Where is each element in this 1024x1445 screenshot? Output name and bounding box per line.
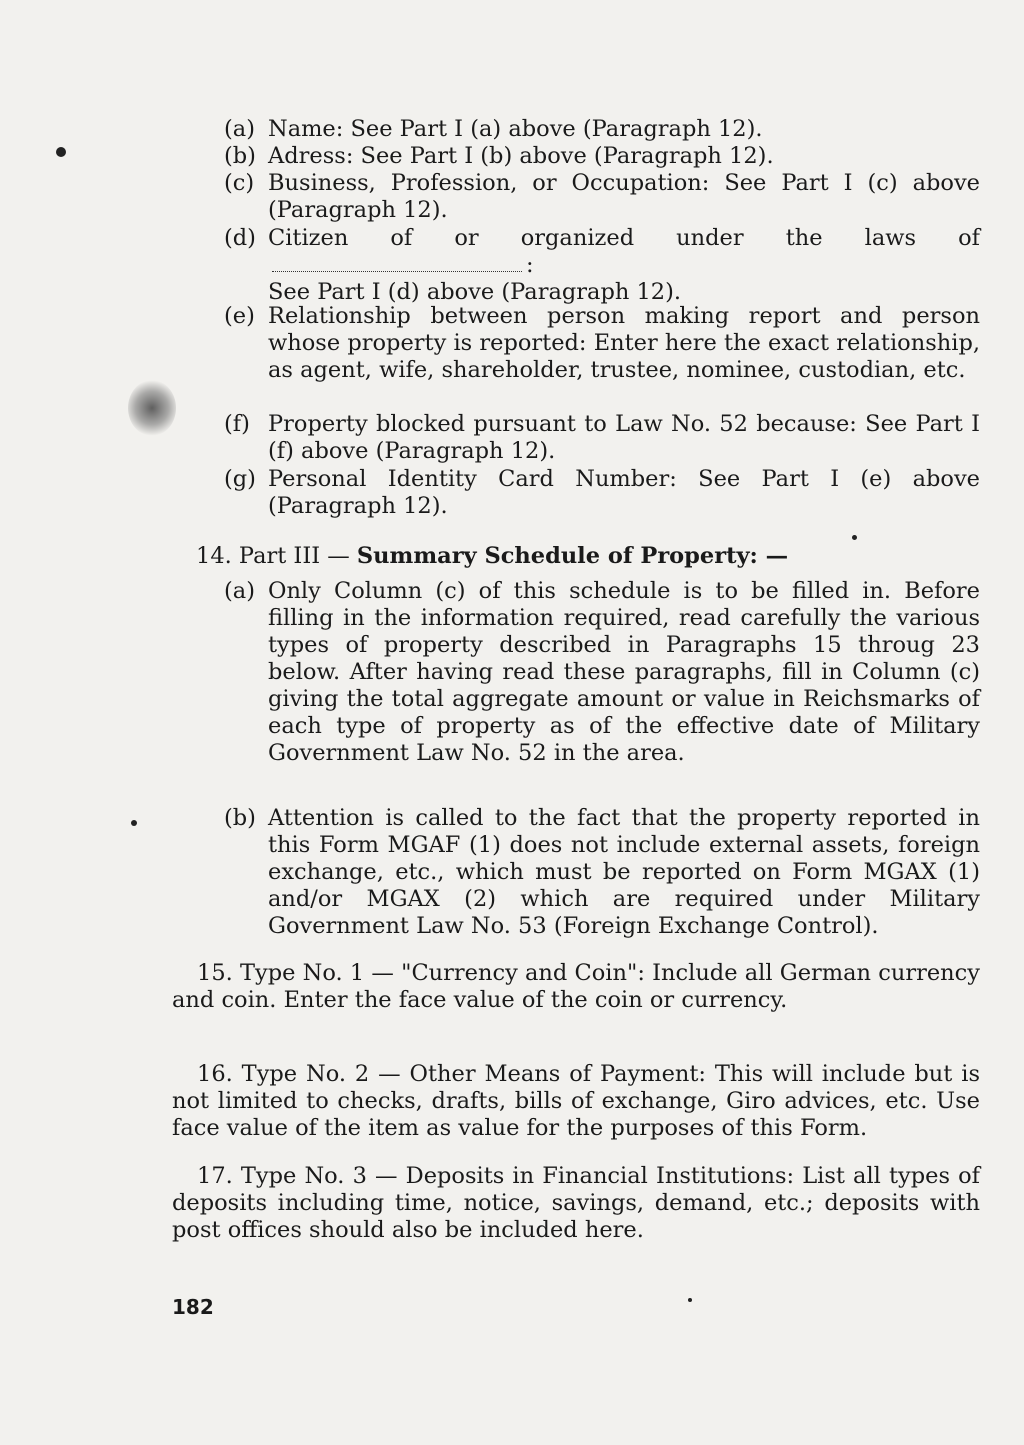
item-label: (g) [224, 466, 256, 492]
item-text: Attention is called to the fact that the property reported in this Form MGAF (1) does not include external assets, foreign exchange, etc., which must be reported on Form MGAX (1) and/or MGAX (2) which are required under Military Government Law No. 53 (Foreign Exchange Control). [268, 805, 980, 939]
item-label: (a) [224, 578, 255, 604]
item-label: (b) [224, 143, 256, 169]
item-label: (a) [224, 116, 255, 142]
page-number: 182 [172, 1295, 214, 1319]
item-text-after: : [526, 252, 534, 278]
item-text [268, 225, 980, 306]
ink-spot [56, 147, 66, 157]
paragraph-15: 15. Type No. 1 — "Currency and Coin": Include all German currency and coin. Enter the face value of the coin or currency. [172, 960, 980, 1013]
section-14-heading-prefix: 14. Part III — [196, 543, 350, 569]
section-14-heading-title: Summary Schedule of Property: — [356, 543, 789, 569]
paragraph-16: 16. Type No. 2 — Other Means of Payment: This will include but is not limited to checks, drafts, bills of exchange, Giro advices, etc. Use face value of the item as value for the purposes of this Form. [172, 1061, 980, 1141]
item-c [224, 170, 980, 224]
item-e [224, 303, 980, 384]
fill-in-line [272, 257, 522, 272]
item-text-before: Citizen of or organized under the laws of [268, 225, 980, 251]
section-14-item-a [224, 578, 980, 767]
item-text: Name: See Part I (a) above (Paragraph 12). [268, 116, 763, 142]
ink-spot [852, 535, 857, 540]
section-14-item-b [224, 805, 980, 940]
section-14-heading [196, 543, 788, 570]
item-a [224, 116, 980, 143]
item-label: (d) [224, 225, 256, 251]
item-label: (f) [224, 411, 250, 437]
ink-spot [688, 1298, 692, 1302]
item-text: Personal Identity Card Number: See Part I (e) above (Paragraph 12). [268, 466, 980, 519]
item-g [224, 466, 980, 520]
item-text: Business, Profession, or Occupation: See Part I (c) above (Paragraph 12). [268, 170, 980, 223]
item-text-line2: See Part I (d) above (Paragraph 12). [268, 279, 682, 305]
item-text: Relationship between person making report and person whose property is reported: Enter here the exact relationship, as agent, wife, shareholder, trustee, nominee, custodian, etc. [268, 303, 980, 383]
item-d [224, 225, 980, 306]
item-label: (b) [224, 805, 256, 831]
ink-spot [131, 820, 137, 826]
item-b [224, 143, 980, 170]
item-label: (e) [224, 303, 255, 329]
item-f [224, 411, 980, 465]
item-text: Only Column (c) of this schedule is to be filled in. Before filling in the information required, read carefully the various types of property described in Paragraphs 15 throug 23 below. After having read these paragraphs, fill in Column (c) giving the total aggregate amount or value in Reichsmarks of each type of property as of the effective date of Military Government Law No. 52 in the area. [268, 578, 980, 766]
item-text: Property blocked pursuant to Law No. 52 because: See Part I (f) above (Paragraph 12). [268, 411, 980, 464]
scan-smudge [128, 380, 176, 436]
item-text: Adress: See Part I (b) above (Paragraph 12). [268, 143, 774, 169]
paragraph-17: 17. Type No. 3 — Deposits in Financial Institutions: List all types of deposits including time, notice, savings, demand, etc.; deposits with post offices should also be included here. [172, 1163, 980, 1243]
item-label: (c) [224, 170, 255, 196]
